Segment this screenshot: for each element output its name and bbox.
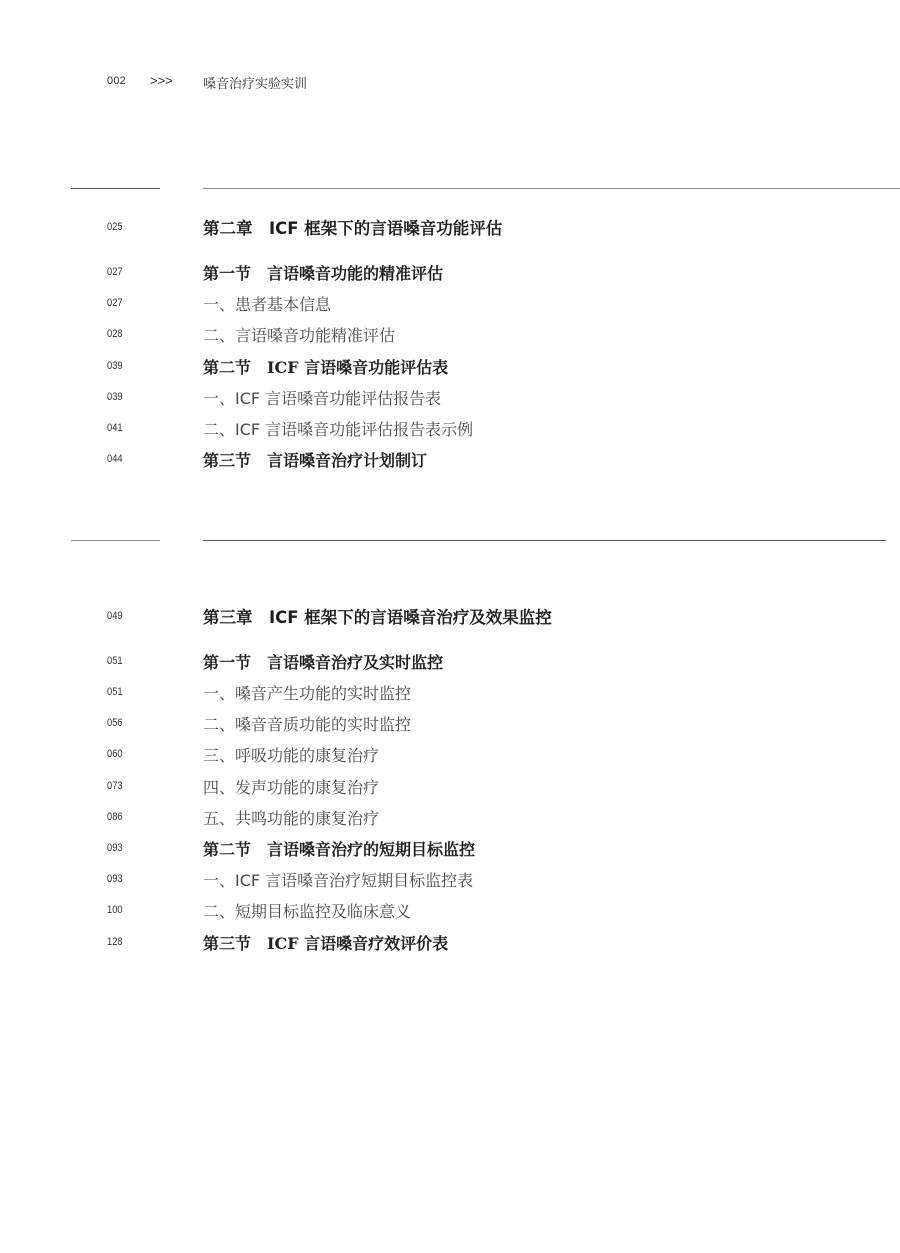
- toc-section-title: 第二节 ICF 言语嗓音功能评估表: [203, 358, 449, 377]
- toc-page-number: 093: [107, 873, 123, 885]
- toc-chapter-title: 第二章 ICF 框架下的言语嗓音功能评估: [203, 219, 503, 238]
- toc-section-title: 第一节 言语嗓音治疗及实时监控: [203, 653, 444, 672]
- toc-section[interactable]: [0, 649, 900, 673]
- toc-item[interactable]: [0, 322, 900, 346]
- toc-page-number: 060: [107, 748, 123, 760]
- toc-section[interactable]: [0, 354, 900, 378]
- toc-chapter-3[interactable]: [0, 604, 900, 628]
- toc-section[interactable]: [0, 447, 900, 471]
- toc-item-title: 三、呼吸功能的康复治疗: [203, 746, 380, 765]
- toc-item-title: 二、短期目标监控及临床意义: [203, 902, 412, 921]
- toc-section-title: 第三节 言语嗓音治疗计划制订: [203, 451, 428, 470]
- toc-item-title: 二、嗓音音质功能的实时监控: [203, 715, 412, 734]
- toc-item[interactable]: [0, 774, 900, 798]
- header-separator: >>>: [150, 73, 173, 88]
- toc-page-number: 073: [107, 780, 123, 792]
- toc-section[interactable]: [0, 930, 900, 954]
- chapter-2-left-rule: [71, 188, 160, 189]
- toc-page-number: 093: [107, 842, 123, 854]
- header-page-number: 002: [107, 75, 126, 87]
- toc-item-title: 一、ICF 言语嗓音功能评估报告表: [203, 389, 442, 408]
- running-header: [0, 73, 900, 93]
- toc-item[interactable]: [0, 898, 900, 922]
- toc-page-number: 025: [107, 221, 123, 233]
- toc-item-title: 四、发声功能的康复治疗: [203, 778, 380, 797]
- toc-item-title: 二、ICF 言语嗓音功能评估报告表示例: [203, 420, 474, 439]
- toc-item[interactable]: [0, 805, 900, 829]
- toc-section[interactable]: [0, 260, 900, 284]
- toc-page-number: 044: [107, 453, 123, 465]
- toc-page-number: 051: [107, 686, 123, 698]
- toc-page-number: 028: [107, 328, 123, 340]
- toc-page-number: 086: [107, 811, 123, 823]
- toc-item-title: 一、嗓音产生功能的实时监控: [203, 684, 412, 703]
- toc-item[interactable]: [0, 416, 900, 440]
- toc-page-number: 027: [107, 297, 123, 309]
- chapter-3-right-rule: [203, 540, 886, 541]
- toc-page-number: 039: [107, 391, 123, 403]
- toc-chapter-title: 第三章 ICF 框架下的言语嗓音治疗及效果监控: [203, 608, 552, 627]
- toc-item[interactable]: [0, 867, 900, 891]
- toc-section-title: 第三节 ICF 言语嗓音疗效评价表: [203, 934, 449, 953]
- chapter-3-left-rule: [71, 540, 160, 541]
- toc-page-number: 049: [107, 610, 123, 622]
- toc-page-number: 056: [107, 717, 123, 729]
- toc-item[interactable]: [0, 680, 900, 704]
- header-book-title: 嗓音治疗实验实训: [203, 77, 308, 92]
- toc-page-number: 039: [107, 360, 123, 372]
- toc-item-title: 五、共鸣功能的康复治疗: [203, 809, 380, 828]
- toc-page-number: 051: [107, 655, 123, 667]
- toc-item[interactable]: [0, 291, 900, 315]
- toc-item-title: 一、患者基本信息: [203, 295, 332, 314]
- toc-section-title: 第二节 言语嗓音治疗的短期目标监控: [203, 840, 476, 859]
- toc-page-number: 128: [107, 936, 123, 948]
- toc-page-number: 041: [107, 422, 123, 434]
- toc-item-title: 一、ICF 言语嗓音治疗短期目标监控表: [203, 871, 474, 890]
- toc-item-title: 二、言语嗓音功能精准评估: [203, 326, 396, 345]
- toc-item[interactable]: [0, 385, 900, 409]
- chapter-2-right-rule: [203, 188, 900, 189]
- toc-page-number: 027: [107, 266, 123, 278]
- toc-chapter-2[interactable]: [0, 215, 900, 239]
- toc-item[interactable]: [0, 711, 900, 735]
- toc-page-number: 100: [107, 904, 123, 916]
- toc-section[interactable]: [0, 836, 900, 860]
- toc-section-title: 第一节 言语嗓音功能的精准评估: [203, 264, 444, 283]
- toc-item[interactable]: [0, 742, 900, 766]
